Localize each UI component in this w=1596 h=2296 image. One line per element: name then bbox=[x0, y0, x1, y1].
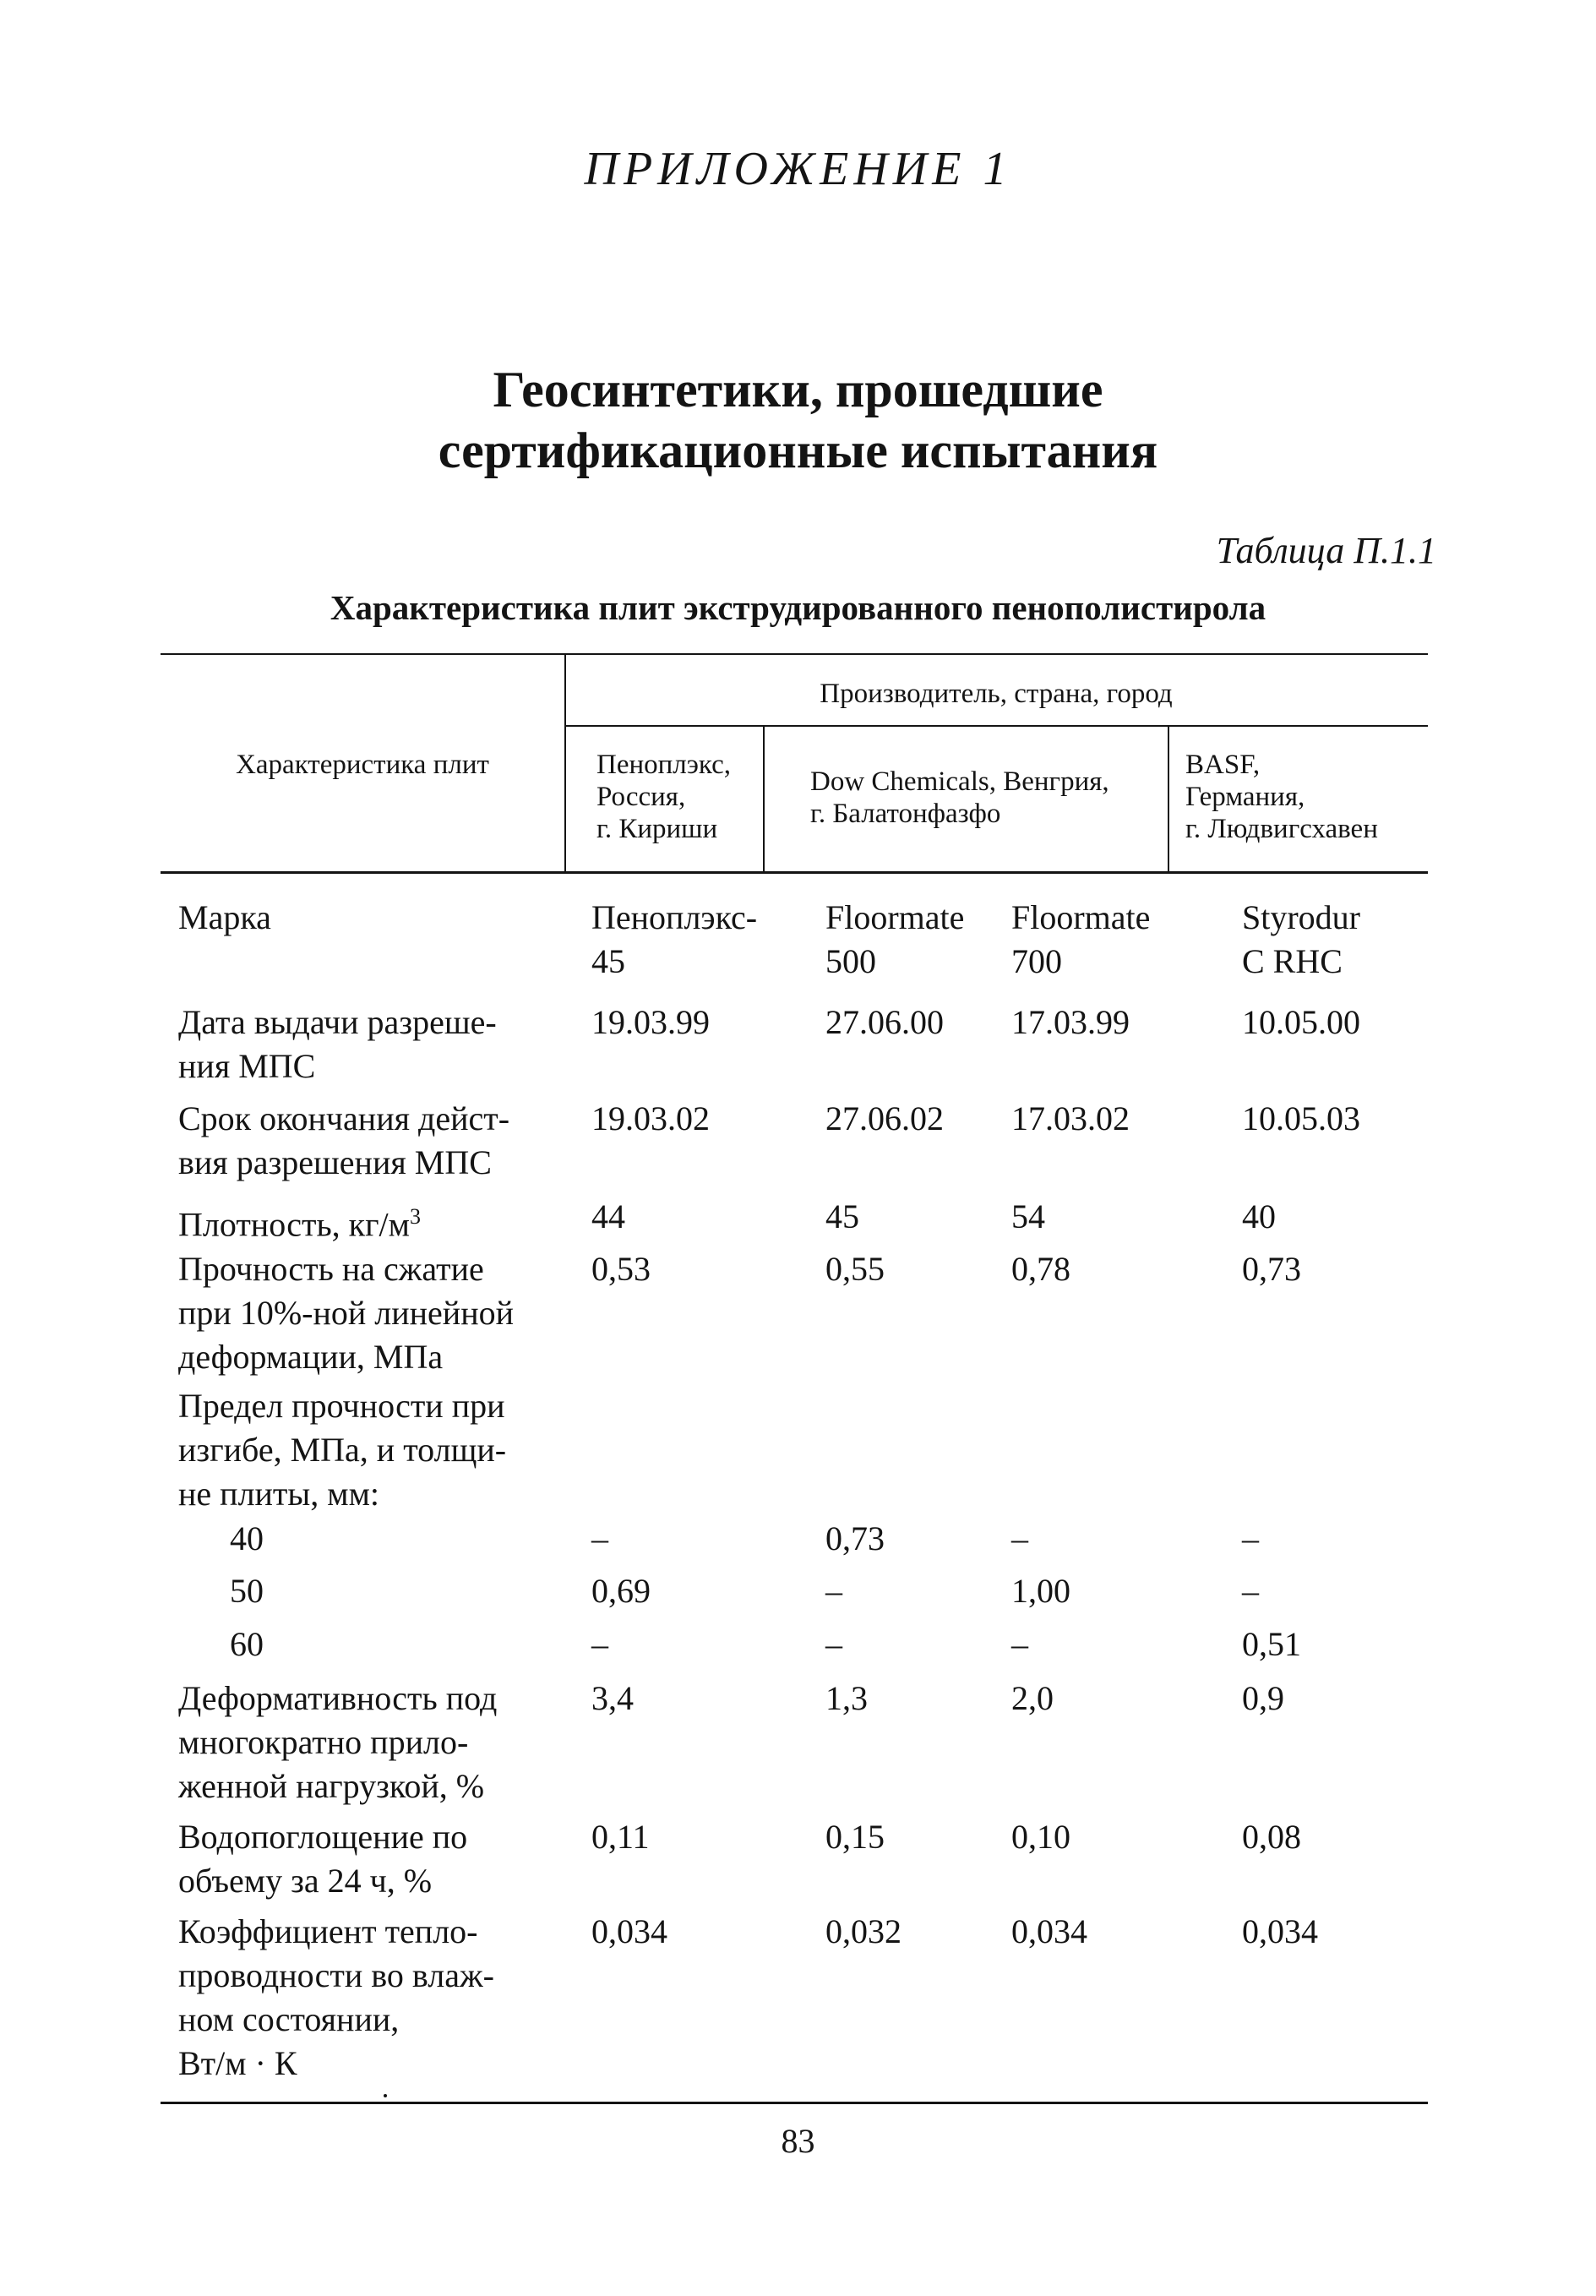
cell-dow-500: – bbox=[825, 1572, 842, 1610]
row-label: 60 bbox=[230, 1625, 264, 1663]
row-label-text: Плотность, кг/м bbox=[178, 1205, 410, 1244]
page-title bbox=[0, 359, 1596, 481]
cell-basf: 0,9 bbox=[1242, 1679, 1284, 1717]
cell-basf: 0,034 bbox=[1242, 1912, 1318, 1950]
table-caption: Характеристика плит экструдированного пенополистирола bbox=[330, 588, 1266, 627]
cell-penoplex: 19.03.99 bbox=[591, 1003, 710, 1041]
title-line-2: сертификационные испытания bbox=[438, 423, 1158, 478]
manufacturer-dow-line1: Dow Chemicals, Венгрия, bbox=[810, 766, 1109, 797]
row-label: Дата выдачи разреше- ния МПС bbox=[178, 1003, 497, 1085]
cell-basf: 0,73 bbox=[1242, 1250, 1301, 1288]
row-label: 50 bbox=[230, 1572, 264, 1610]
cell-dow-500: 0,032 bbox=[825, 1912, 901, 1950]
cell-dow-500: 0,55 bbox=[825, 1250, 885, 1288]
print-speck bbox=[384, 2094, 387, 2097]
cell-penoplex: 0,11 bbox=[591, 1818, 650, 1856]
cell-basf: Styrodur C RHC bbox=[1242, 898, 1360, 980]
cell-basf: 10.05.00 bbox=[1242, 1003, 1360, 1041]
row-label: Прочность на сжатие при 10%-ной линейной деформации, МПа bbox=[178, 1250, 515, 1376]
row-label-superscript: 3 bbox=[409, 1204, 421, 1229]
cell-penoplex: 0,034 bbox=[591, 1912, 667, 1950]
cell-dow-500: 45 bbox=[825, 1197, 859, 1235]
row-label: 40 bbox=[230, 1519, 264, 1557]
cell-dow-500: 0,73 bbox=[825, 1519, 885, 1557]
row-label: Деформативность под многократно прило- женной нагрузкой, % bbox=[178, 1679, 498, 1805]
cell-dow-500: Floormate 500 bbox=[825, 898, 965, 980]
manufacturer-penoplex-line2: Россия, bbox=[596, 782, 686, 812]
cell-dow-500: 27.06.00 bbox=[825, 1003, 944, 1041]
table-bottom-rule bbox=[161, 2102, 1428, 2104]
manufacturer-dow bbox=[810, 766, 1109, 830]
cell-dow-700: – bbox=[1011, 1625, 1028, 1663]
cell-penoplex: 44 bbox=[591, 1197, 625, 1235]
cell-dow-700: 1,00 bbox=[1011, 1572, 1070, 1610]
cell-penoplex: 19.03.02 bbox=[591, 1099, 710, 1137]
header-divider-3 bbox=[1168, 725, 1169, 873]
cell-penoplex: 0,69 bbox=[591, 1572, 651, 1610]
page-number: 83 bbox=[781, 2122, 815, 2160]
row-label: Предел прочности при изгибе, МПа, и толщи- не плиты, мм: bbox=[178, 1387, 507, 1513]
cell-dow-700: 17.03.99 bbox=[1011, 1003, 1130, 1041]
manufacturer-penoplex-line3: г. Кириши bbox=[596, 814, 718, 844]
cell-dow-700: 54 bbox=[1011, 1197, 1045, 1235]
cell-dow-700: 0,78 bbox=[1011, 1250, 1070, 1288]
cell-dow-700: Floormate 700 bbox=[1011, 898, 1151, 980]
cell-basf: – bbox=[1242, 1572, 1259, 1610]
header-bottom-rule bbox=[161, 871, 1428, 874]
cell-penoplex: 3,4 bbox=[591, 1679, 634, 1717]
manufacturer-penoplex-line1: Пеноплэкс, bbox=[596, 750, 732, 780]
cell-basf: 10.05.03 bbox=[1242, 1099, 1360, 1137]
cell-dow-700: 2,0 bbox=[1011, 1679, 1054, 1717]
cell-dow-700: 0,034 bbox=[1011, 1912, 1087, 1950]
cell-dow-500: 27.06.02 bbox=[825, 1099, 944, 1137]
row-label: Водопоглощение по объему за 24 ч, % bbox=[178, 1818, 468, 1900]
cell-dow-500: 0,15 bbox=[825, 1818, 885, 1856]
title-line-1: Геосинтетики, прошедшие bbox=[493, 362, 1103, 417]
col-header-characteristic: Характеристика плит bbox=[236, 750, 489, 780]
cell-penoplex: – bbox=[591, 1625, 608, 1663]
appendix-heading: ПРИЛОЖЕНИЕ 1 bbox=[584, 143, 1012, 195]
cell-dow-500: 1,3 bbox=[825, 1679, 868, 1717]
cell-penoplex: Пеноплэкс- 45 bbox=[591, 898, 758, 980]
manufacturer-basf-line2: Германия, bbox=[1185, 782, 1305, 812]
cell-basf: 40 bbox=[1242, 1197, 1276, 1235]
header-divider-2 bbox=[763, 725, 765, 873]
row-label: Срок окончания дейст- вия разрешения МПС bbox=[178, 1099, 510, 1181]
cell-dow-700: 0,10 bbox=[1011, 1818, 1070, 1856]
cell-dow-500: – bbox=[825, 1625, 842, 1663]
manufacturer-dow-line2: г. Балатонфазфо bbox=[810, 799, 1001, 829]
cell-basf: 0,08 bbox=[1242, 1818, 1301, 1856]
row-label: Коэффициент тепло- проводности во влаж- ном состоянии, Вт/м · К bbox=[178, 1912, 494, 2082]
row-label: Марка bbox=[178, 898, 271, 936]
table-label: Таблица П.1.1 bbox=[1216, 530, 1436, 571]
row-label bbox=[178, 1195, 421, 1246]
cell-penoplex: – bbox=[591, 1519, 608, 1557]
group-header-rule bbox=[564, 725, 1428, 727]
manufacturer-penoplex bbox=[596, 749, 731, 845]
manufacturer-basf-line3: г. Людвигсхавен bbox=[1185, 814, 1378, 844]
table-top-rule bbox=[161, 653, 1428, 655]
manufacturer-basf-line1: BASF, bbox=[1185, 750, 1261, 780]
manufacturer-basf bbox=[1185, 749, 1378, 845]
cell-dow-700: 17.03.02 bbox=[1011, 1099, 1130, 1137]
cell-basf: – bbox=[1242, 1519, 1259, 1557]
cell-dow-700: – bbox=[1011, 1519, 1028, 1557]
col-header-group: Производитель, страна, город bbox=[820, 679, 1173, 709]
cell-penoplex: 0,53 bbox=[591, 1250, 651, 1288]
cell-basf: 0,51 bbox=[1242, 1625, 1301, 1663]
